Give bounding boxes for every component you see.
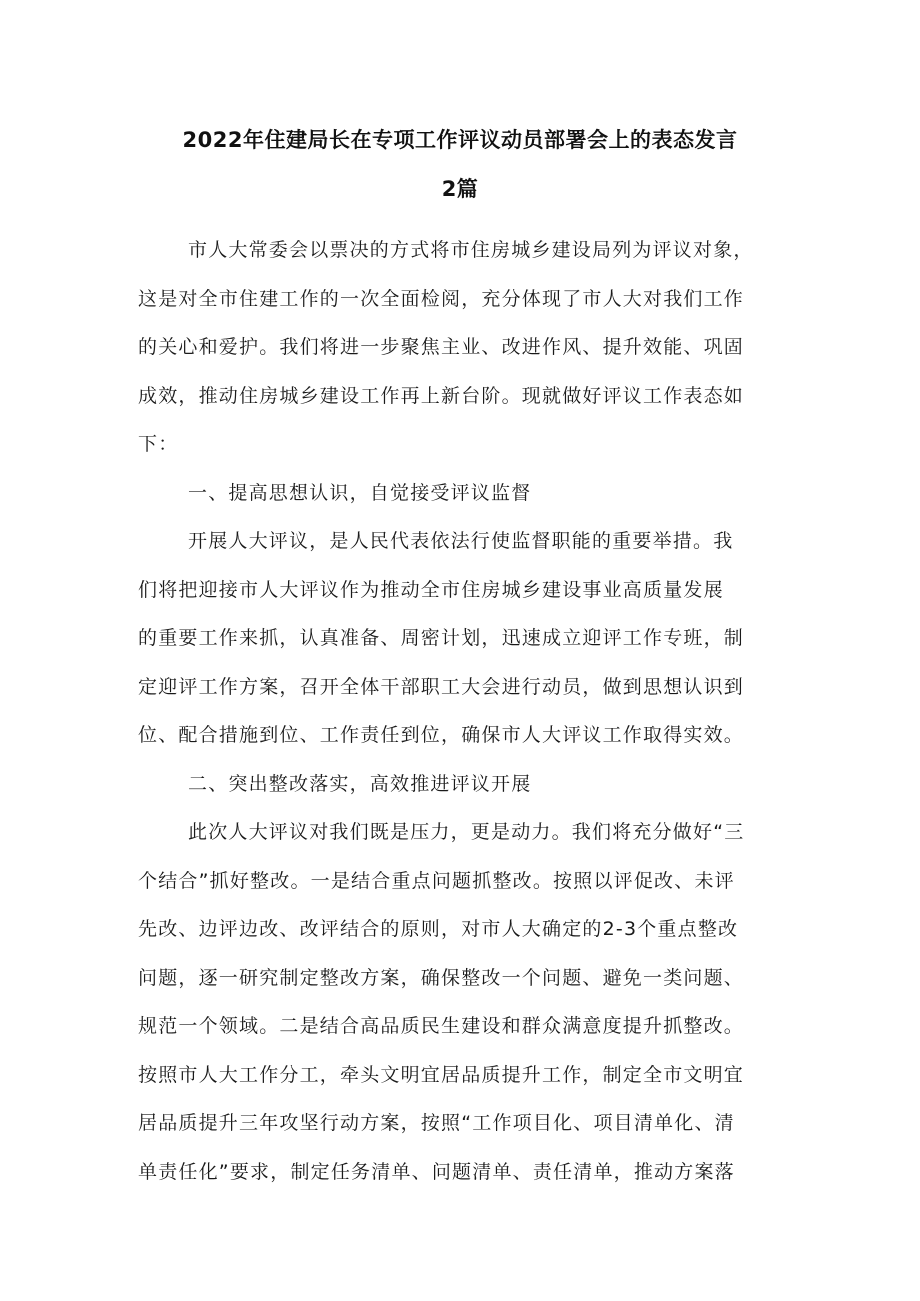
body-line: 市人大常委会以票决的方式将市住房城乡建设局列为评议对象，: [188, 239, 754, 261]
body-line: 成效，推动住房城乡建设工作再上新台阶。现就做好评议工作表态如: [138, 384, 745, 407]
body-line: 位、配合措施到位、工作责任到位，确保市人大评议工作取得实效。: [138, 724, 745, 746]
document-title-line-2: 2篇: [441, 177, 479, 201]
body-line: 定迎评工作方案，召开全体干部职工大会进行动员，做到思想认识到: [138, 675, 745, 698]
body-line: 居品质提升三年攻坚行动方案，按照“工作项目化、项目清单化、清: [138, 1112, 735, 1134]
body-line: 一、提高思想认识，自觉接受评议监督: [188, 481, 532, 504]
body-line: 按照市人大工作分工，牵头文明宜居品质提升工作，制定全市文明宜: [138, 1063, 745, 1086]
body-line: 的关心和爱护。我们将进一步聚焦主业、改进作风、提升效能、巩固: [138, 336, 745, 358]
document-title-line-1: 2022年住建局长在专项工作评议动员部署会上的表态发言: [182, 128, 738, 152]
body-line: 问题，逐一研究制定整改方案，确保整改一个问题、避免一类问题、: [138, 966, 745, 989]
body-line: 先改、边评边改、改评结合的原则，对市人大确定的2-3个重点整改: [138, 918, 739, 940]
body-line: 个结合”抓好整改。一是结合重点问题抓整改。按照以评促改、未评: [138, 869, 735, 892]
body-line: 的重要工作来抓，认真准备、周密计划，迅速成立迎评工作专班，制: [138, 627, 745, 649]
body-line: 规范一个领域。二是结合高品质民生建设和群众满意度提升抓整改。: [138, 1015, 745, 1037]
body-line: 二、突出整改落实，高效推进评议开展: [188, 772, 532, 795]
body-line: 此次人大评议对我们既是压力，更是动力。我们将充分做好“三: [188, 821, 745, 843]
document-body: [138, 226, 788, 1196]
body-line: 们将把迎接市人大评议作为推动全市住房城乡建设事业高质量发展: [138, 578, 724, 601]
body-line: 开展人大评议，是人民代表依法行使监督职能的重要举措。我: [188, 530, 734, 552]
body-line: 单责任化”要求，制定任务清单、问题清单、责任清单，推动方案落: [138, 1160, 735, 1183]
body-line: 这是对全市住建工作的一次全面检阅，充分体现了市人大对我们工作: [138, 287, 745, 310]
body-line: 下：: [138, 433, 179, 455]
